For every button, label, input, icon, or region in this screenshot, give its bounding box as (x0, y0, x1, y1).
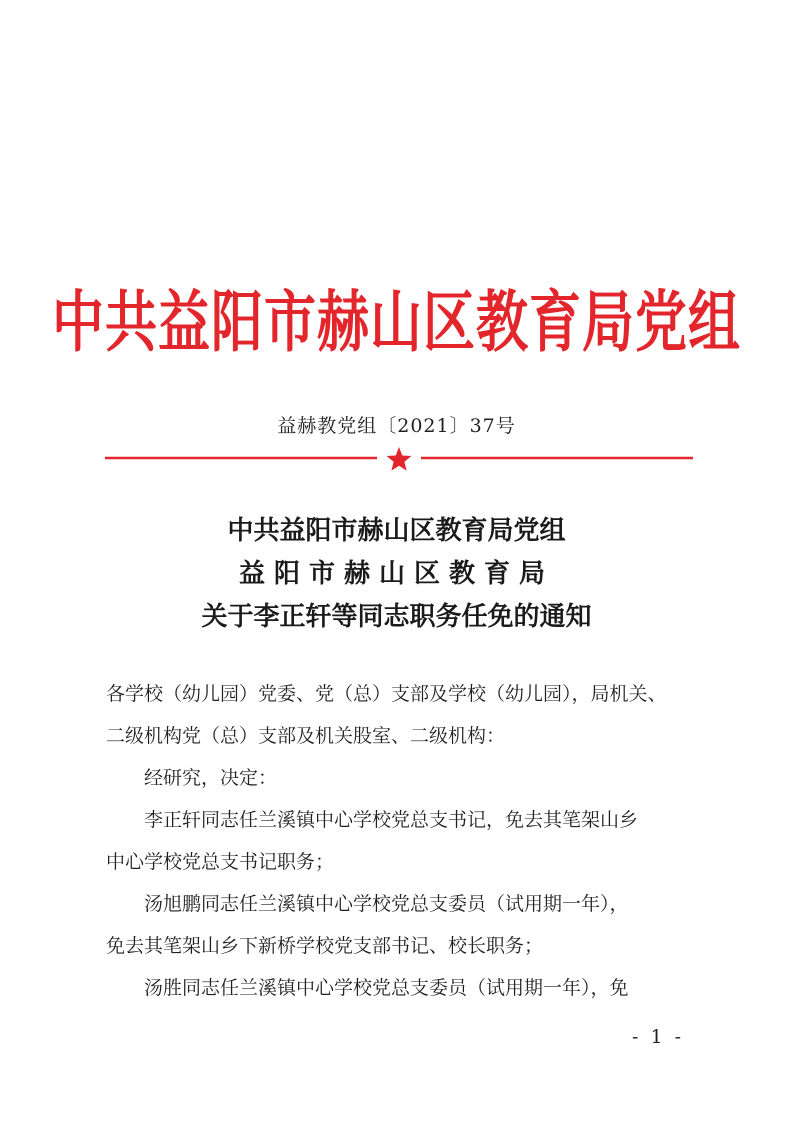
body-line-4: 李正轩同志任兰溪镇中心学校党总支书记，免去其笔架山乡 (106, 809, 639, 831)
body-line-6: 汤旭鹏同志任兰溪镇中心学校党总支委员（试用期一年）， (106, 893, 629, 915)
title-line-1: 中共益阳市赫山区教育局党组 (227, 516, 566, 546)
star-icon (387, 447, 412, 471)
title-line-3: 关于李正轩等同志职务任免的通知 (201, 602, 592, 632)
body-line-7: 免去其笔架山乡下新桥学校党支部书记、校长职务； (106, 935, 544, 957)
body-line-5: 中心学校党总支书记职务； (106, 851, 335, 873)
body-line-3: 经研究，决定： (106, 767, 278, 789)
title-line-2: 益阳市赫山区教育局 (238, 559, 554, 589)
body-line-1: 各学校（幼儿园）党委、党（总）支部及学校（幼儿园），局机关、 (106, 683, 667, 705)
red-divider-with-star (105, 447, 693, 473)
document-number: 益赫教党组〔2021〕37号 (277, 415, 516, 437)
masthead-title: 中共益阳市赫山区教育局党组 (51, 285, 741, 362)
body-line-8: 汤胜同志任兰溪镇中心学校党总支委员（试用期一年），免 (106, 977, 629, 999)
page-number: - 1 - (632, 1026, 685, 1048)
body-line-2: 二级机构党（总）支部及机关股室、二级机构： (106, 725, 506, 747)
